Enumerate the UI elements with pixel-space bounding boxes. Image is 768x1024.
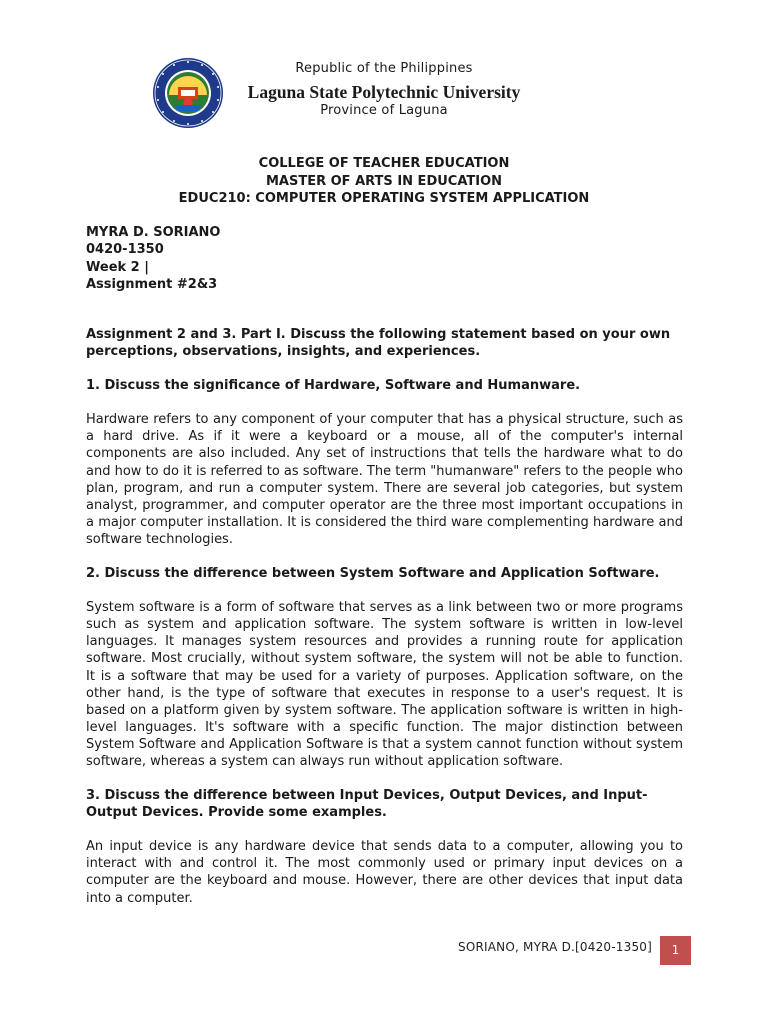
answer-1: Hardware refers to any component of your computer that has a physical structure, such as a hard drive. As if it were a keyboard or a mouse, all of the computer's internal components are also included. Any set of instructions that tells the hardware what to do and how to do it is referred to as software. The term "humanware" refers to the people who plan, program, and run a computer system. There are several job categories, but system analyst, programmer, and computer operator are the three most important occupations in a major computer installation. It is considered the third ware complementing hardware and software technologies. — [86, 412, 683, 547]
answer-3: An input device is any hardware device that sends data to a computer, allowing you to interact with and control it. The most commonly used or primary input devices on a computer are the keyboard and mouse. However, there are other devices that input data into a computer. — [86, 839, 683, 906]
country-line: Republic of the Philippines — [295, 61, 473, 76]
question-2: 2. Discuss the difference between System Software and Application Software. — [86, 566, 660, 582]
answer-2: System software is a form of software that serves as a link between two or more programs such as system and application software. The system software is written in low-level languages. It manages system resources and provides a running route for application software. Most crucially, without system software, the system will not be able to function. It is a software that may be used for a variety of purposes. Application software, on the other hand, is the type of software that executes in response to a user's request. It is based on a platform given by system software. The application software is written in high-level languages. It's software with a specific function. The major distinction between System Software and Application Software is that a system cannot function without system software, whereas a system can always run without application software. — [86, 600, 683, 769]
university-name: Laguna State Polytechnic University — [247, 82, 521, 102]
province-line: Province of Laguna — [320, 103, 448, 118]
program-title: MASTER OF ARTS IN EDUCATION — [265, 173, 503, 189]
assignment-label: Assignment #2&3 — [86, 276, 218, 292]
student-info — [86, 224, 220, 293]
university-seal-icon — [152, 57, 224, 129]
student-id: 0420-1350 — [86, 242, 164, 258]
course-titles — [84, 155, 684, 208]
footer-author: SORIANO, MYRA D.[0420-1350] — [458, 940, 652, 954]
college-title: COLLEGE OF TEACHER EDUCATION — [258, 156, 510, 171]
assignment-intro: Assignment 2 and 3. Part I. Discuss the following statement based on your own perceptions, observations, insights, and experiences. — [86, 327, 671, 360]
question-3: 3. Discuss the difference between Input Devices, Output Devices, and Input-Output Devices. Provide some examples. — [86, 788, 648, 821]
question-1: 1. Discuss the significance of Hardware, Software and Humanware. — [86, 378, 581, 394]
week-label: Week 2 | — [86, 259, 150, 275]
course-title: EDUC210: COMPUTER OPERATING SYSTEM APPLICATION — [178, 191, 590, 206]
assignment-body — [86, 326, 683, 907]
page-number-badge: 1 — [660, 936, 691, 965]
student-name: MYRA D. SORIANO — [86, 225, 221, 240]
